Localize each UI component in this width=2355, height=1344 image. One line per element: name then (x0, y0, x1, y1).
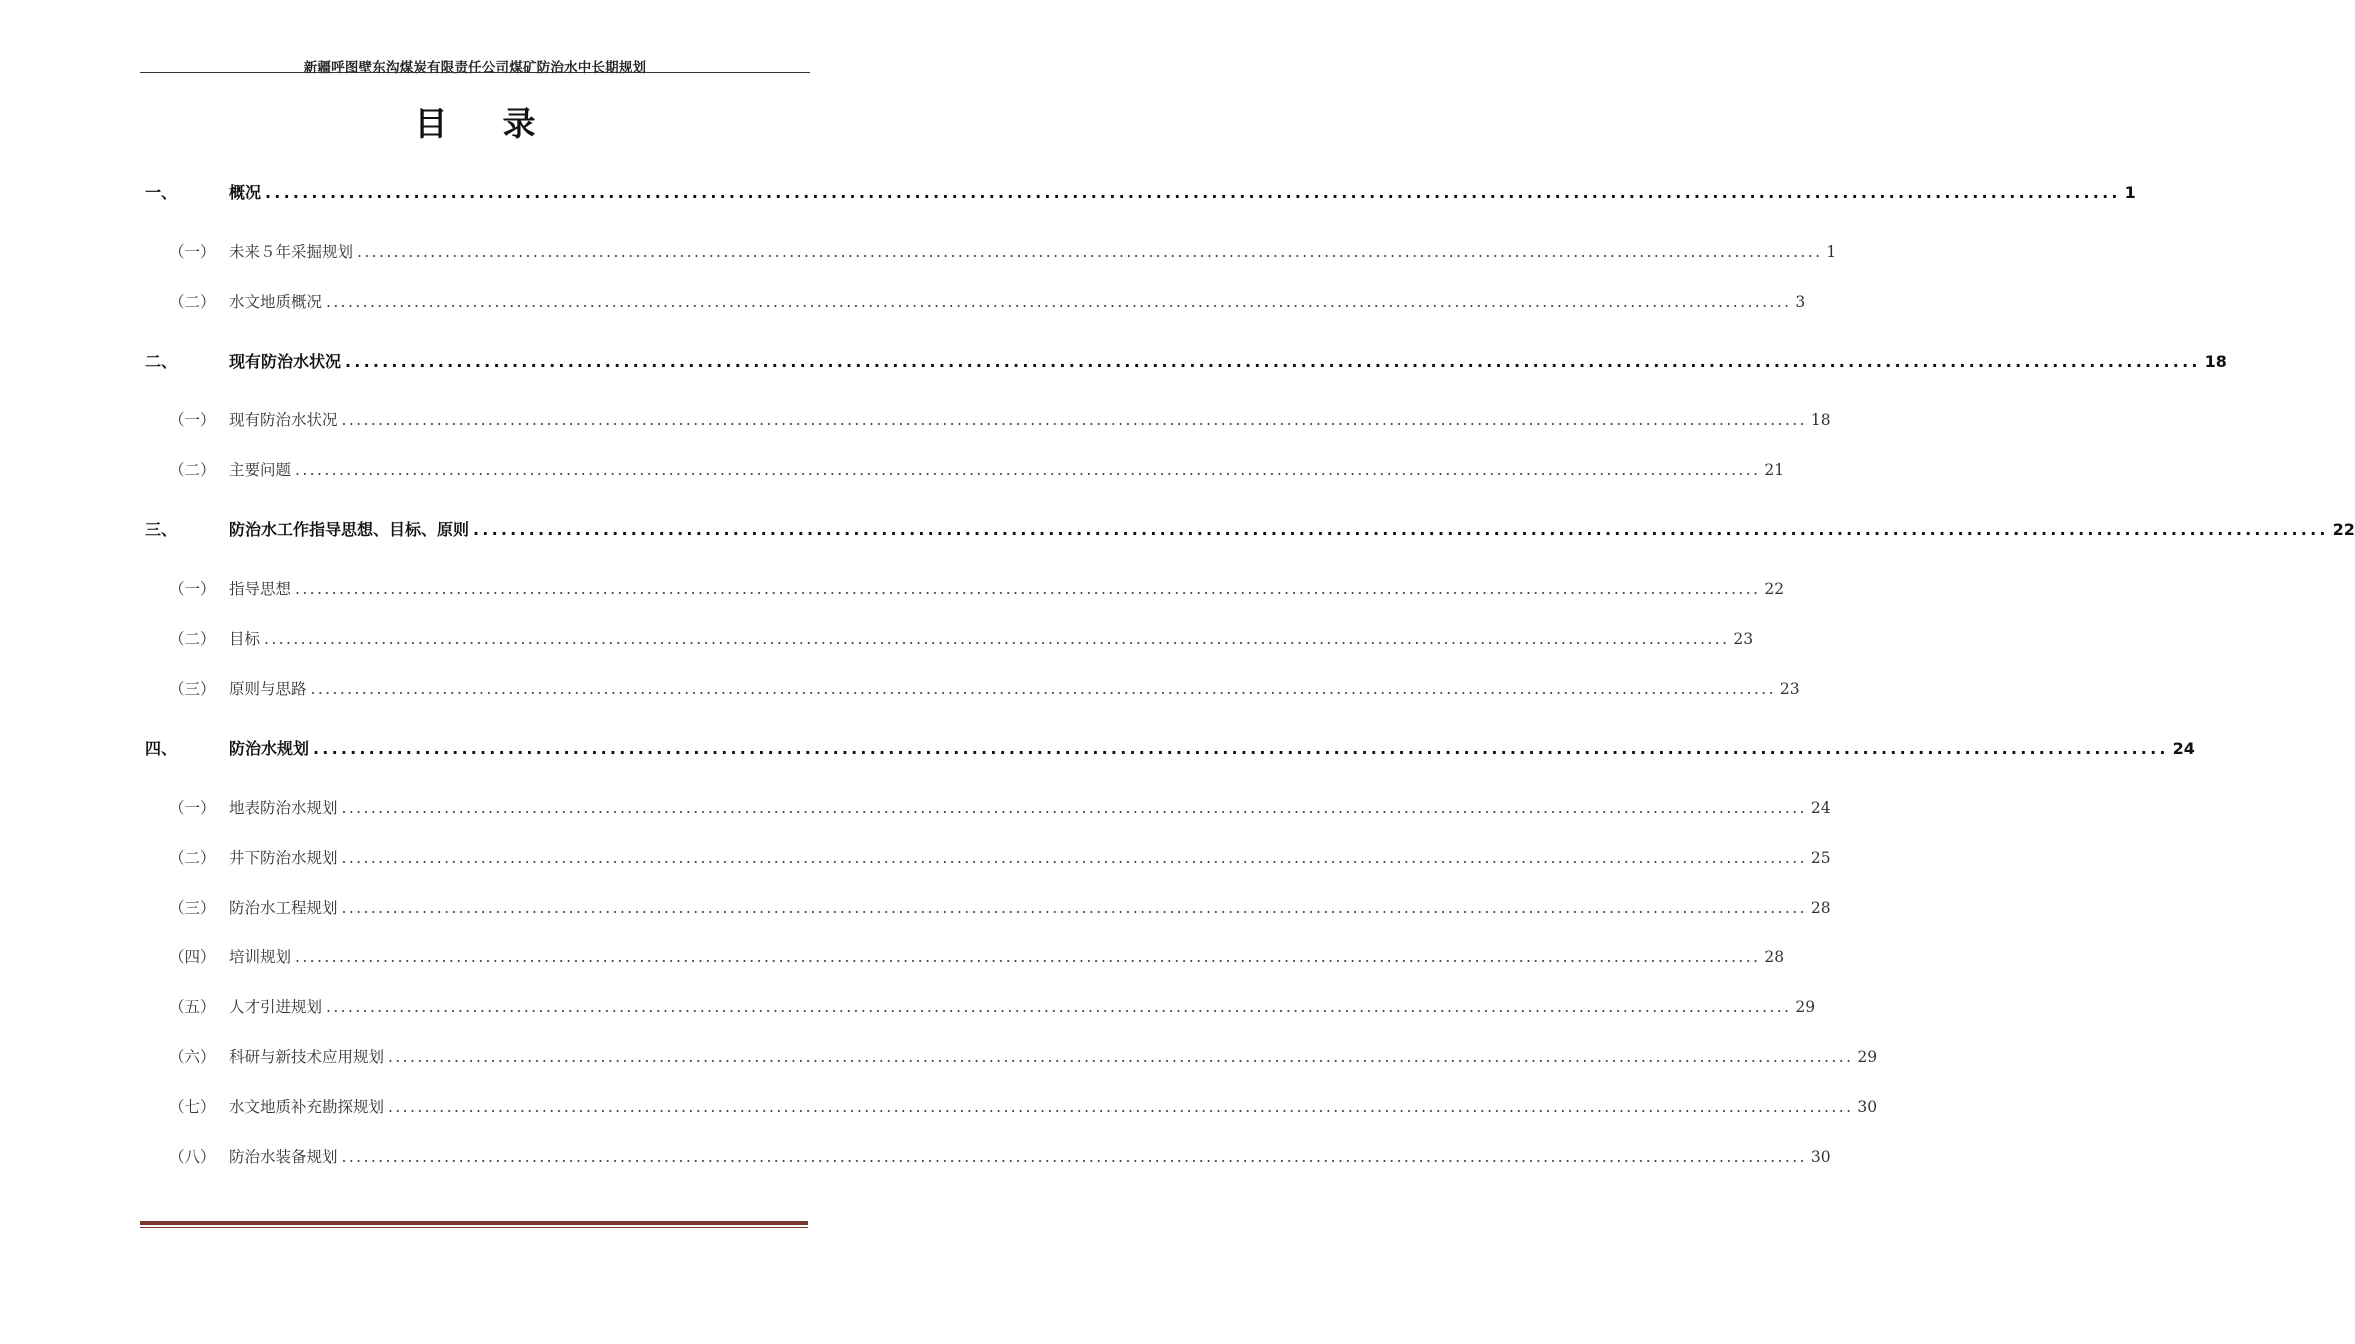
toc-entry-page: 18 (1810, 411, 1831, 429)
toc-entry-body (229, 1045, 1878, 1067)
toc-entry-label: 防治水规划 (229, 739, 310, 758)
toc-dot-leader: ........................................................................................................................................................................................................ (295, 580, 1761, 598)
toc-dot-leader: ........................................................................................................................................................................................................ (295, 948, 1761, 966)
toc-dot-leader: ........................................................................................................................................................................................................ (326, 998, 1792, 1016)
toc-section-entry[interactable] (145, 995, 1816, 1019)
toc-entry-label: 防治水工程规划 (229, 899, 338, 917)
footer-divider-thick (140, 1221, 808, 1225)
toc-entry-label: 指导思想 (229, 580, 292, 598)
toc-entry-body (229, 896, 1831, 918)
toc-entry-number: （二） (169, 293, 216, 311)
toc-entry-body (229, 945, 1785, 967)
toc-entry-label: 水文地质补充勘探规划 (229, 1098, 385, 1116)
toc-section-entry[interactable] (145, 846, 1831, 870)
toc-entry-body (229, 408, 1831, 430)
toc-dot-leader: ........................................................................................................................................................................................................ (341, 849, 1807, 867)
toc-section-entry[interactable] (145, 896, 1831, 920)
toc-entry-number: （一） (169, 411, 216, 429)
toc-entry-number: （三） (169, 680, 216, 698)
toc-entry-page: 1 (1826, 243, 1837, 261)
toc-chapter-entry[interactable] (145, 180, 2136, 204)
toc-entry-label: 目标 (229, 630, 261, 648)
toc-entry-number: （七） (169, 1098, 216, 1116)
toc-dot-leader: ........................................................................................................................................................................................................ (388, 1048, 1854, 1066)
toc-entry-number: （二） (169, 849, 216, 867)
toc-dot-leader: ........................................................................................................................................................................................................ (341, 899, 1807, 917)
toc-entry-page: 21 (1764, 461, 1785, 479)
toc-entry-page: 25 (1810, 849, 1831, 867)
toc-entry-page: 29 (1795, 998, 1816, 1016)
toc-entry-label: 井下防治水规划 (229, 849, 338, 867)
toc-section-entry[interactable] (145, 796, 1831, 820)
toc-entry-page: 28 (1810, 899, 1831, 917)
toc-entry-label: 地表防治水规划 (229, 799, 338, 817)
toc-entry-body (229, 736, 2195, 759)
toc-entry-page: 22 (1764, 580, 1785, 598)
toc-entry-page: 23 (1779, 680, 1800, 698)
toc-section-entry[interactable] (145, 1095, 1878, 1119)
toc-dot-leader: ........................................................................................................................................................................................................ (473, 520, 2329, 539)
toc-entry-body (229, 240, 1837, 262)
toc-section-entry[interactable] (145, 240, 1837, 264)
toc-chapter-entry[interactable] (145, 517, 2355, 541)
toc-dot-leader: ........................................................................................................................................................................................................ (341, 799, 1807, 817)
toc-entry-number: （六） (169, 1048, 216, 1066)
toc-entry-number: 二、 (145, 352, 178, 371)
toc-entry-body (229, 458, 1785, 480)
toc-entry-page: 3 (1795, 293, 1806, 311)
toc-entry-number: （八） (169, 1148, 216, 1166)
toc-entry-number: （四） (169, 948, 216, 966)
toc-section-entry[interactable] (145, 1145, 1831, 1169)
toc-section-entry[interactable] (145, 290, 1806, 314)
toc-entry-label: 人才引进规划 (229, 998, 323, 1016)
toc-entry-page: 23 (1733, 630, 1754, 648)
toc-entry-page: 30 (1810, 1148, 1831, 1166)
toc-entry-page: 24 (1810, 799, 1831, 817)
toc-entry-label: 现有防治水状况 (229, 411, 338, 429)
header-divider (140, 72, 810, 73)
toc-dot-leader: ........................................................................................................................................................................................................ (326, 293, 1792, 311)
toc-dot-leader: ........................................................................................................................................................................................................ (345, 352, 2201, 371)
toc-entry-page: 1 (2124, 183, 2136, 202)
toc-section-entry[interactable] (145, 408, 1831, 432)
toc-entry-body (229, 1145, 1831, 1167)
toc-entry-number: 一、 (145, 183, 178, 202)
toc-chapter-entry[interactable] (145, 736, 2195, 760)
toc-entry-body (229, 627, 1754, 649)
toc-dot-leader: ........................................................................................................................................................................................................ (341, 1148, 1807, 1166)
toc-entry-page: 18 (2204, 352, 2227, 371)
toc-entry-number: （五） (169, 998, 216, 1016)
toc-entry-label: 水文地质概况 (229, 293, 323, 311)
toc-entry-number: （二） (169, 630, 216, 648)
toc-section-entry[interactable] (145, 577, 1785, 601)
toc-dot-leader: ........................................................................................................................................................................................................ (388, 1098, 1854, 1116)
toc-entry-page: 30 (1857, 1098, 1878, 1116)
toc-dot-leader: ........................................................................................................................................................................................................ (341, 411, 1807, 429)
toc-entry-label: 现有防治水状况 (229, 352, 342, 371)
toc-entry-label: 原则与思路 (229, 680, 307, 698)
toc-heading: 目录 (414, 104, 591, 143)
toc-section-entry[interactable] (145, 1045, 1878, 1069)
toc-section-entry[interactable] (145, 627, 1754, 651)
toc-dot-leader: ........................................................................................................................................................................................................ (313, 739, 2169, 758)
toc-entry-label: 概况 (229, 183, 262, 202)
toc-entry-page: 28 (1764, 948, 1785, 966)
running-header-title: 新疆呼图壁东沟煤炭有限责任公司煤矿防治水中长期规划 (303, 60, 647, 76)
toc-entry-label: 防治水装备规划 (229, 1148, 338, 1166)
toc-dot-leader: ........................................................................................................................................................................................................ (310, 680, 1776, 698)
toc-entry-label: 科研与新技术应用规划 (229, 1048, 385, 1066)
toc-entry-body (229, 349, 2227, 372)
toc-entry-label: 主要问题 (229, 461, 292, 479)
toc-section-entry[interactable] (145, 458, 1785, 482)
toc-dot-leader: ........................................................................................................................................................................................................ (357, 243, 1823, 261)
toc-entry-body (229, 796, 1831, 818)
toc-section-entry[interactable] (145, 677, 1800, 701)
toc-dot-leader: ........................................................................................................................................................................................................ (265, 183, 2121, 202)
toc-section-entry[interactable] (145, 945, 1785, 969)
toc-entry-body (229, 995, 1816, 1017)
toc-entry-number: 三、 (145, 520, 178, 539)
toc-entry-page: 22 (2332, 520, 2355, 539)
footer-divider-thin (140, 1227, 808, 1228)
toc-dot-leader: ........................................................................................................................................................................................................ (264, 630, 1730, 648)
toc-entry-body (229, 517, 2355, 540)
toc-entry-number: （二） (169, 461, 216, 479)
toc-entry-number: 四、 (145, 739, 178, 758)
toc-entry-label: 未来５年采掘规划 (229, 243, 354, 261)
toc-entry-number: （一） (169, 243, 216, 261)
toc-entry-label: 培训规划 (229, 948, 292, 966)
toc-entry-body (229, 180, 2136, 203)
toc-entry-number: （一） (169, 580, 216, 598)
toc-dot-leader: ........................................................................................................................................................................................................ (295, 461, 1761, 479)
toc-entry-body (229, 677, 1800, 699)
toc-entry-body (229, 846, 1831, 868)
toc-entry-page: 24 (2172, 739, 2195, 758)
toc-entry-page: 29 (1857, 1048, 1878, 1066)
toc-entry-number: （一） (169, 799, 216, 817)
toc-entry-body (229, 290, 1806, 312)
toc-entry-number: （三） (169, 899, 216, 917)
toc-chapter-entry[interactable] (145, 349, 2227, 373)
toc-entry-body (229, 577, 1785, 599)
toc-entry-label: 防治水工作指导思想、目标、原则 (229, 520, 470, 539)
toc-entry-body (229, 1095, 1878, 1117)
